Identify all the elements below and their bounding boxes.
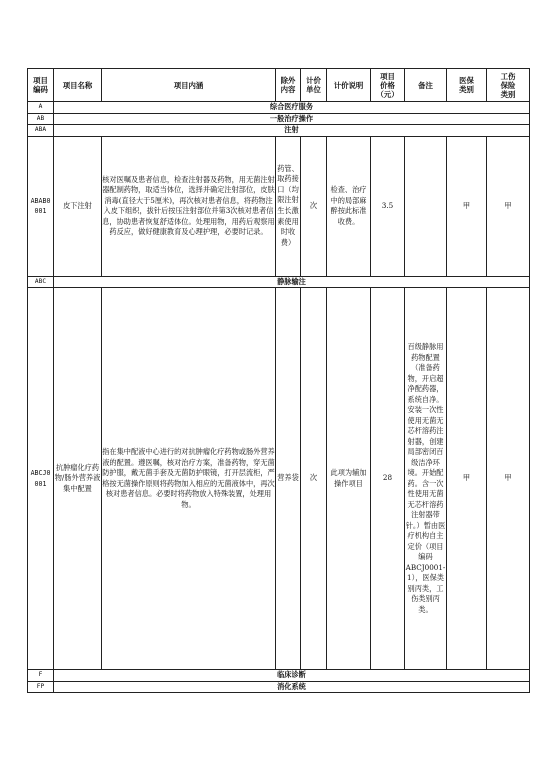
section-code: F <box>28 670 54 682</box>
item-remark: 百级静脉用药物配置（准备药物，开启超净配药器，系统自净。安装一次性使用无菌无芯杆溶药注射器，创建局部密闭百级洁净环境。开始配药。含一次性使用无菌无芯杆溶药注射器带针。）暂由医疗机构自主定价（项目编码ABCJ0001-1），医保类别丙类，工伤类别丙类。 <box>405 288 447 670</box>
table-row <box>28 288 530 670</box>
section-code: ABC <box>28 276 54 288</box>
item-name: 皮下注射 <box>54 136 102 276</box>
item-code: ABAB0 001 <box>28 136 54 276</box>
section-row <box>28 102 530 114</box>
item-medical-insurance: 甲 <box>447 136 487 276</box>
price-schedule-table <box>27 68 530 693</box>
section-row <box>28 670 530 682</box>
section-code: FP <box>28 681 54 693</box>
section-code: ABA <box>28 125 54 137</box>
section-label: 一般治疗操作 <box>54 113 530 125</box>
section-row <box>28 276 530 288</box>
section-label: 综合医疗服务 <box>54 102 530 114</box>
section-label: 消化系统 <box>54 681 530 693</box>
header-unit: 计价 单位 <box>301 69 327 102</box>
section-label: 注射 <box>54 125 530 137</box>
item-price: 28 <box>371 288 405 670</box>
item-injury-insurance: 甲 <box>487 288 530 670</box>
section-row <box>28 681 530 693</box>
header-remark: 备注 <box>405 69 447 102</box>
item-pricing-note: 检查、治疗中的局部麻醉按此标准收费。 <box>327 136 371 276</box>
section-label: 临床诊断 <box>54 670 530 682</box>
header-name: 项目名称 <box>54 69 102 102</box>
item-excluded: 药管、取药接口（均限注射生长激素使用时收费） <box>276 136 301 276</box>
header-content: 项目内涵 <box>102 69 276 102</box>
header-price: 项目 价格 （元） <box>371 69 405 102</box>
header-medical-insurance: 医保 类别 <box>447 69 487 102</box>
item-code: ABCJ0 001 <box>28 288 54 670</box>
section-row <box>28 125 530 137</box>
header-injury-insurance: 工伤 保险 类别 <box>487 69 530 102</box>
header-code: 项目 编码 <box>28 69 54 102</box>
item-price: 3.5 <box>371 136 405 276</box>
item-remark <box>405 136 447 276</box>
header-row <box>28 69 530 102</box>
item-unit: 次 <box>301 288 327 670</box>
item-excluded: 营养袋 <box>276 288 301 670</box>
header-excluded: 除外 内容 <box>276 69 301 102</box>
table-row <box>28 136 530 276</box>
item-unit: 次 <box>301 136 327 276</box>
item-name: 抗肿瘤化疗药物/肠外营养液集中配置 <box>54 288 102 670</box>
section-code: A <box>28 102 54 114</box>
section-row <box>28 113 530 125</box>
item-content: 核对医嘱及患者信息，检查注射器及药物，用无菌注射器配制药物，取适当体位，选择并确定注射部位，皮肤消毒(直径大于5厘米)，再次核对患者信息，将药物注入皮下组织，拔针后按压注射部位并第3次核对患者信息，协助患者恢复舒适体位。处理用物，用药后观察用药反应，做好健康教育及心理护理，必要时记录。 <box>102 136 276 276</box>
item-injury-insurance: 甲 <box>487 136 530 276</box>
section-label: 静脉输注 <box>54 276 530 288</box>
header-pricing-note: 计价说明 <box>327 69 371 102</box>
item-medical-insurance: 甲 <box>447 288 487 670</box>
item-content: 指在集中配液中心进行的对抗肿瘤化疗药物或肠外营养液的配置。遵医嘱，核对治疗方案，准备药物，穿无菌防护服，戴无菌手套及无菌防护眼镜，打开层流柜，严格按无菌操作原则将药物加入相应的无菌液体中，再次核对患者信息。必要时将药物放入特殊装置，处理用物。 <box>102 288 276 670</box>
section-code: AB <box>28 113 54 125</box>
item-pricing-note: 此项为辅加操作项目 <box>327 288 371 670</box>
